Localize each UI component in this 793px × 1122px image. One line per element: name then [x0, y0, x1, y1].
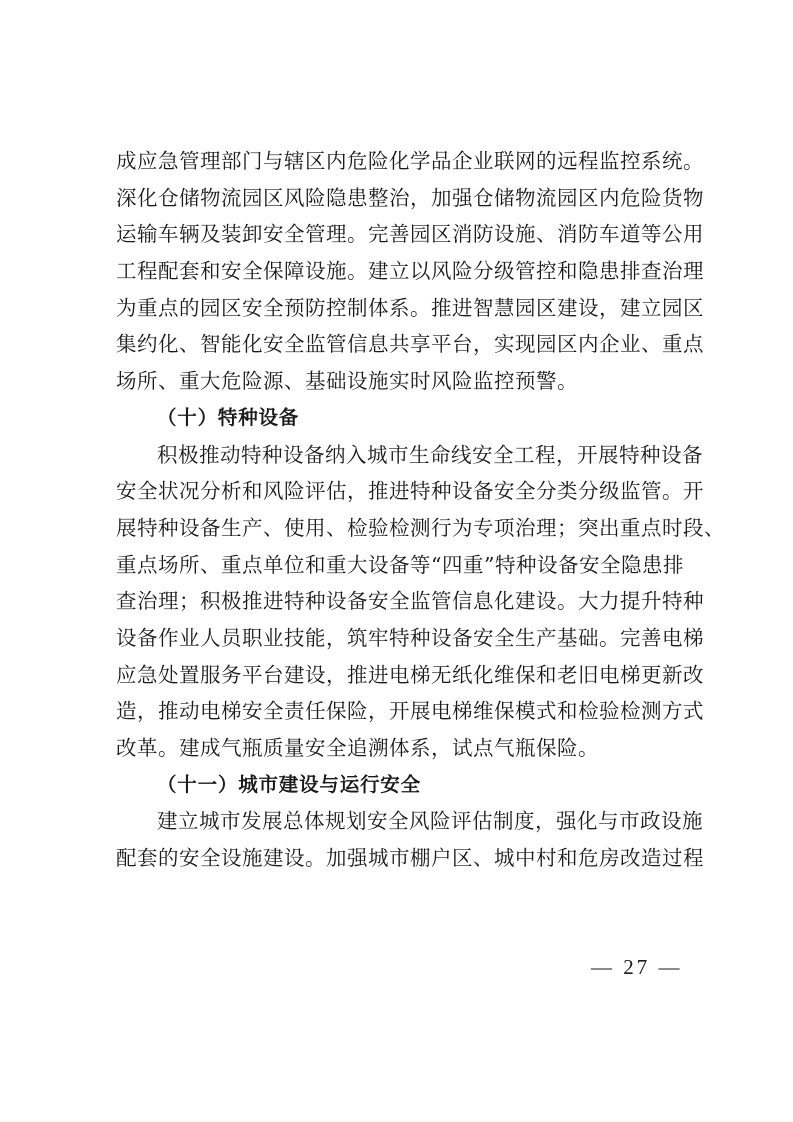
paragraph-line: 深化仓储物流园区风险隐患整治，加强仓储物流园区内危险货物: [116, 185, 704, 210]
paragraph-line: 集约化、智能化安全监管信息共享平台，实现园区内企业、重点: [116, 332, 704, 357]
paragraph-line: 配套的安全设施建设。加强城市棚户区、城中村和危房改造过程: [116, 846, 704, 871]
paragraph-line: 展特种设备生产、使用、检验检测行为专项治理；突出重点时段、: [116, 515, 725, 540]
paragraph-line: 建立城市发展总体规划安全风险评估制度，强化与市政设施: [157, 809, 703, 834]
paragraph-line: 重点场所、重点单位和重大设备等“四重”特种设备安全隐患排: [116, 552, 684, 577]
paragraph-line: 场所、重大危险源、基础设施实时风险监控预警。: [116, 369, 578, 394]
paragraph-line: 改革。建成气瓶质量安全追溯体系，试点气瓶保险。: [116, 736, 599, 760]
paragraph-line: 积极推动特种设备纳入城市生命线安全工程，开展特种设备: [157, 442, 703, 467]
paragraph-line: 造，推动电梯安全责任保险，开展电梯维保模式和检验检测方式: [116, 699, 704, 724]
page-number: — 27 —: [591, 955, 683, 979]
paragraph-line: 工程配套和安全保障设施。建立以风险分级管控和隐患排查治理: [116, 259, 704, 284]
paragraph-line: 查治理；积极推进特种设备安全监管信息化建设。大力提升特种: [116, 589, 704, 614]
body-text: [116, 143, 725, 877]
paragraph-line: 为重点的园区安全预防控制体系。推进智慧园区建设，建立园区: [116, 295, 704, 320]
section-heading: （十一）城市建设与运行安全: [157, 772, 421, 796]
paragraph-line: 成应急管理部门与辖区内危险化学品企业联网的远程监控系统。: [116, 149, 704, 173]
paragraph-line: 运输车辆及装卸安全管理。完善园区消防设施、消防车道等公用: [116, 222, 704, 247]
paragraph-line: 应急处置服务平台建设，推进电梯无纸化维保和老旧电梯更新改: [116, 662, 704, 687]
paragraph-line: 安全状况分析和风险评估，推进特种设备安全分类分级监管。开: [116, 479, 704, 504]
section-heading: （十）特种设备: [157, 405, 300, 429]
paragraph-line: 设备作业人员职业技能，筑牢特种设备安全生产基础。完善电梯: [116, 625, 704, 650]
